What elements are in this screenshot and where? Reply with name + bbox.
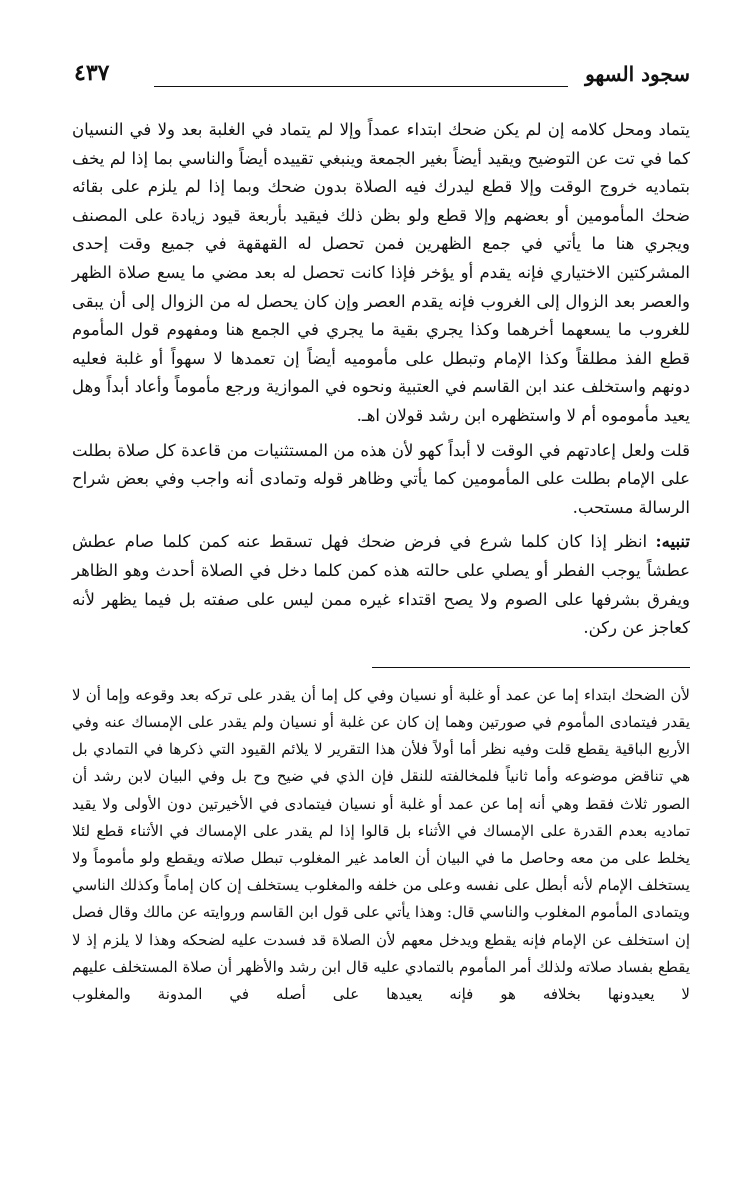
footnote <box>72 682 690 1008</box>
chapter-title: سجود السهو <box>585 62 690 86</box>
running-head <box>72 58 690 94</box>
page-number: ٤٣٧ <box>74 60 110 86</box>
header-rule <box>154 86 568 87</box>
footnote-separator-wrap <box>72 649 690 682</box>
main-text <box>72 116 690 643</box>
tanbih-text: انظر إذا كان كلما شرع في فرض ضحك فهل تسقط عنه كمن كلما صام عطش عطشاً يوجب الفطر أو يصلي على حالته هذه كمن كلما دخل في الصلاة أحدث وهو الظاهر ويفرق بشرفها على الصوم ولا يصح اقتداء غيره ممن ليس على صفته بل فيما يظهر لأنه كعاجز عن ركن. <box>72 532 690 638</box>
paragraph-1: يتماد ومحل كلامه إن لم يكن ضحك ابتداء عمداً وإلا لم يتماد في الغلبة بعد ولا في النسيان كما في تت عن التوضيح ويقيد أيضاً بغير الجمعة وينبغي تقييده أيضاً والناسي بما إذا لم يخف بتماديه خروج الوقت وإلا قطع ليدرك فيه الصلاة بدون ضحك وبما إذا لم يلزم على بقائه ضحك المأمومين أو بعضهم وإلا قطع ولو بظن ذلك فيقيد بأربعة قيود زيادة على المصنف ويجري هنا ما يأتي في جمع الظهرين فمن تحصل له القهقهة في جميع وقت إحدى المشركتين الاختياري فإنه يقدم أو يؤخر فإذا كانت تحصل له بعد مضي ما يسع صلاة الظهر والعصر بعد الزوال إلى الغروب فإنه يقدم العصر وإن كان يحصل له من الزوال إلى أن يبقى للغروب ما يسعهما أخرهما وكذا يجري بقية ما يجري في الجمع هنا ومفهوم قول المأموم قطع الفذ مطلقاً وكذا الإمام وتبطل على مأموميه أيضاً إن تعمدها لا سهواً أو غلبة فعليه دونهم واستخلف عند ابن القاسم في العتبية ونحوه في الموازية ورجع مأموماً وأعاد أبداً وهل يعيد مأموموه أم لا واستظهره ابن رشد قولان اهـ. <box>72 120 690 425</box>
tanbih-label: تنبيه: <box>655 532 690 552</box>
footnote-separator <box>372 667 690 668</box>
book-page <box>72 58 690 1158</box>
tanbih-paragraph <box>72 528 690 642</box>
paragraph-2: قلت ولعل إعادتهم في الوقت لا أبداً كهو لأن هذه من المستثنيات من قاعدة كل صلاة بطلت على الإمام بطلت على المأمومين كما يأتي وظاهر قوله وتمادى أنه واجب وفي بعض شراح الرسالة مستحب. <box>72 440 690 517</box>
footnote-text: لأن الضحك ابتداء إما عن عمد أو غلبة أو نسيان وفي كل إما أن يقدر على تركه بعد وقوعه وإما أن لا يقدر فيتمادى المأموم في صورتين وهما إن كان عن غلبة أو نسيان ولم يقدر على الإمساك عنه وفي الأربع الباقية يقطع قلت وفيه نظر أما أولاً فلأن هذا التقرير لا يلائم القيود التي ذكرها في التمادي بل هي تناقض موضوعه وأما ثانياً فلمخالفته للنقل فإن الذي في ضيح وح بل وفي البيان لابن رشد أن الصور ثلاث فقط وهي أنه إما عن عمد أو غلبة أو نسيان فيتمادى في الأخيرتين دون الأولى ولا يقيد تماديه بعدم القدرة على الإمساك في الأثناء بل قالوا إذا لم يقدر على الإمساك في الأثناء قطع لئلا يخلط على من معه وحاصل ما في البيان أن العامد غير المغلوب تبطل صلاته ويقطع ولو مأموماً ولا يستخلف الإمام لأنه أبطل على نفسه وعلى من خلفه والمغلوب يستخلف إن كان إماماً وكذلك الناسي ويتمادى المأموم المغلوب والناسي قال: وهذا يأتي على قول ابن القاسم وروايته عن مالك وقال فصل إن استخلف عن الإمام فإنه يقطع ويدخل معهم لأن الصلاة قد فسدت عليه لضحكه وهذا لا يلزم إذ لا يقطع بفساد صلاته ولذلك أمر المأموم بالتمادي عليه قال ابن رشد والأظهر أن صلاة المستخلف عليهم لا يعيدونها بخلافه هو فإنه يعيدها على أصله في المدونة والمغلوب <box>72 685 691 1003</box>
